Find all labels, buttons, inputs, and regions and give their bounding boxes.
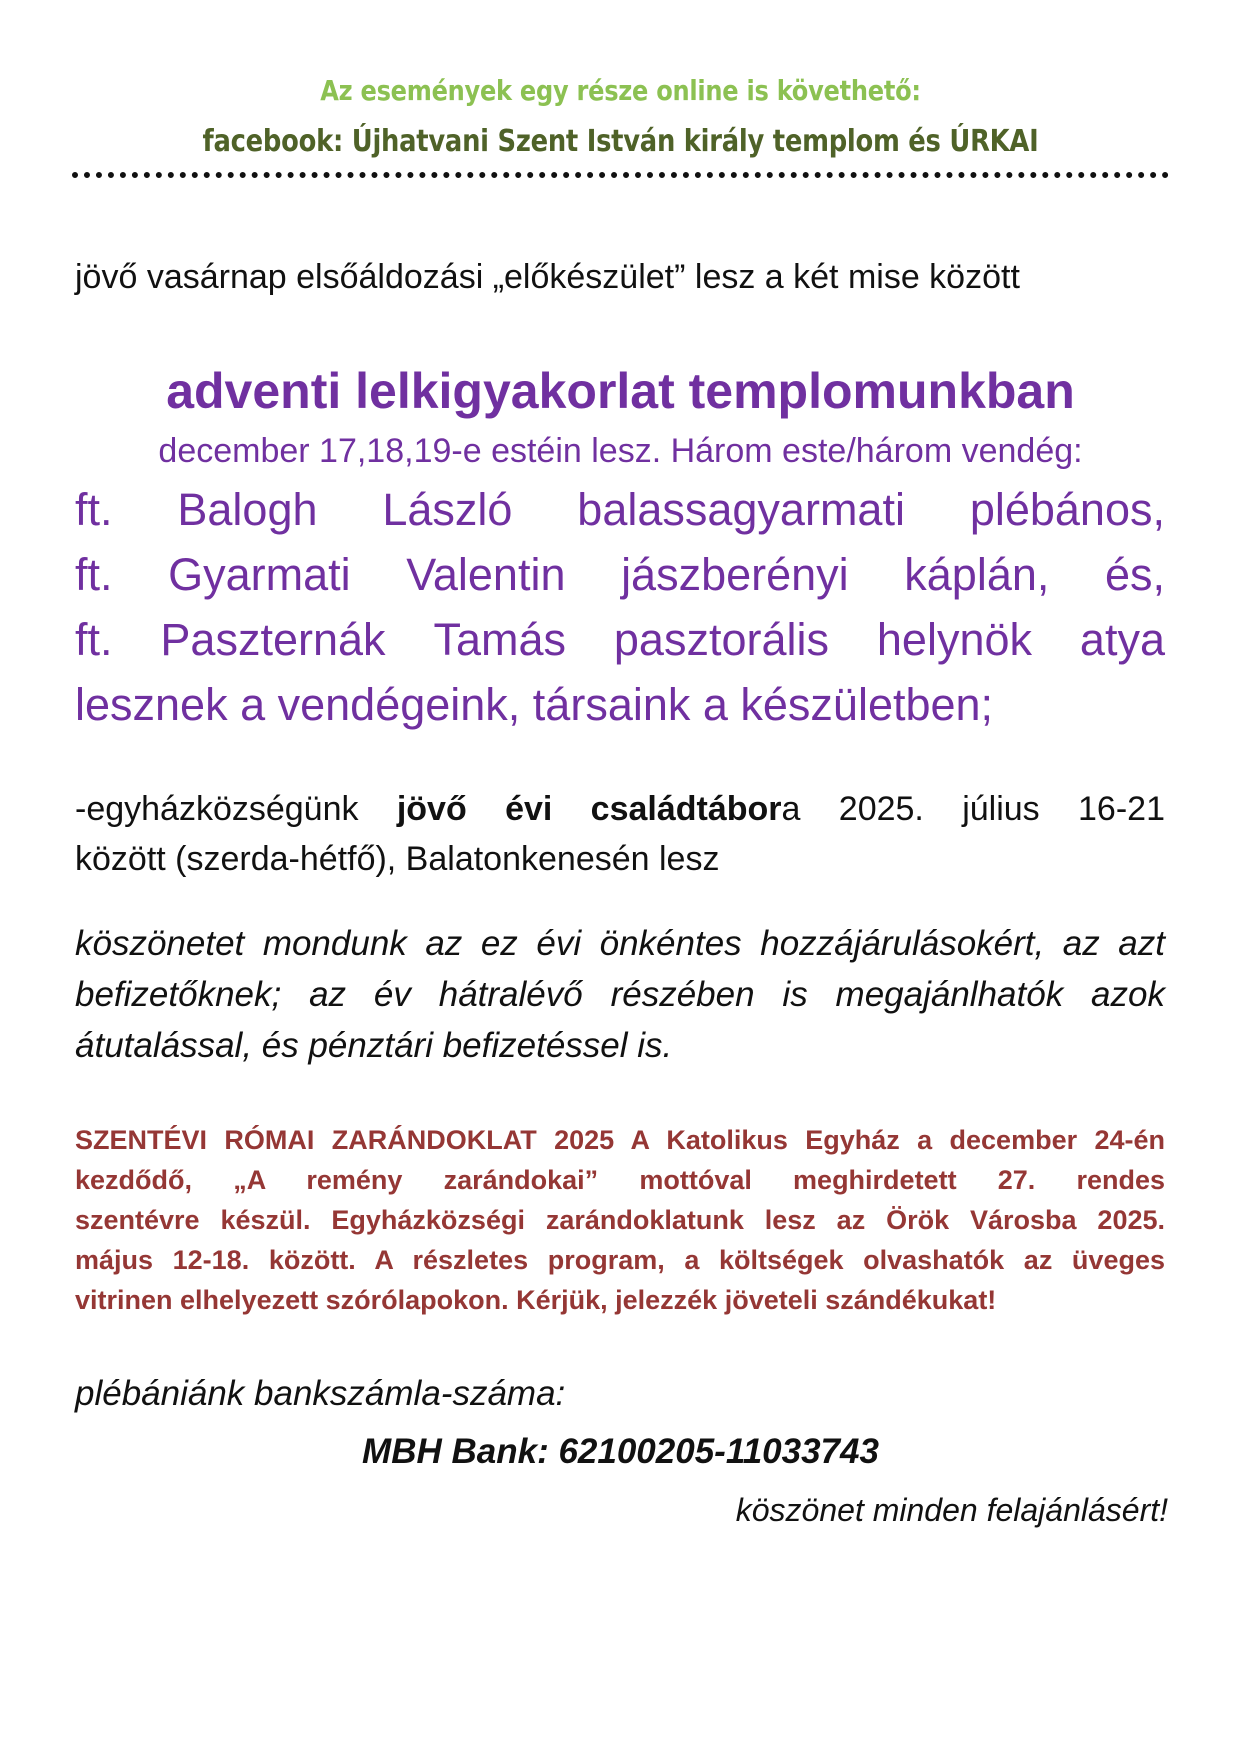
family-camp-line-2: között (szerda-hétfő), Balatonkenesén lesz <box>75 840 720 878</box>
guest-word: ft. <box>75 484 113 535</box>
family-camp-suffix: a <box>781 790 801 828</box>
thanks-line-2: befizetőknek; az év hátralévő részében is megajánlhatók azok <box>75 975 1165 1014</box>
guest-line-1 <box>75 484 1165 536</box>
family-camp-line-1 <box>75 784 1165 834</box>
family-camp-prefix: -egyházközségünk <box>75 790 359 828</box>
guest-word: atya <box>1079 614 1165 665</box>
family-camp-bold-word: jövő <box>396 790 467 828</box>
family-camp-word <box>591 790 801 828</box>
guest-word: és, <box>1104 549 1165 600</box>
advent-retreat-title: adventi lelkigyakorlat templomunkban <box>166 363 1075 419</box>
thanks-line-1: köszönetet mondunk az ez évi önkéntes hozzájárulásokért, az azt <box>75 924 1165 963</box>
offering-thanks: köszönet minden felajánlásért! <box>735 1492 1168 1528</box>
guest-word: Valentin <box>406 549 566 600</box>
donation-thanks-paragraph <box>75 918 1165 1071</box>
guest-line-2 <box>75 549 1165 601</box>
guest-line-3 <box>75 614 1165 666</box>
guest-word: László <box>382 484 513 535</box>
advent-retreat-subtitle: december 17,18,19-e estéin lesz. Három este/három vendég: <box>158 432 1083 470</box>
dotted-divider <box>72 172 1169 178</box>
guest-word: pasztorális <box>613 614 829 665</box>
online-notice: Az események egy része online is követhető: <box>320 74 921 107</box>
family-camp-notice <box>75 784 1165 884</box>
pilgrimage-line-1: SZENTÉVI RÓMAI ZARÁNDOKLAT 2025 A Katolikus Egyház a december 24-én <box>75 1125 1165 1155</box>
pilgrimage-paragraph <box>75 1120 1165 1320</box>
guest-word: ft. <box>75 549 113 600</box>
thanks-line-3: átutalással, és pénztári befizetéssel is. <box>75 1026 673 1065</box>
pilgrimage-line-2: kezdődő, „A remény zarándokai” mottóval meghirdetett 27. rendes <box>75 1165 1165 1195</box>
guest-word: káplán, <box>904 549 1050 600</box>
pilgrimage-line-3: szentévre készül. Egyházközségi zarándoklatunk lesz az Örök Városba 2025. <box>75 1205 1165 1235</box>
guest-word: Tamás <box>433 614 566 665</box>
pilgrimage-line-5: vitrinen elhelyezett szórólapokon. Kérjük, jelezzék jöveteli szándékukat! <box>75 1285 997 1315</box>
guest-word: Balogh <box>177 484 318 535</box>
family-camp-year: 2025. <box>838 790 924 828</box>
guest-word: plébános, <box>969 484 1165 535</box>
bank-account-number: MBH Bank: 62100205-11033743 <box>362 1432 879 1471</box>
guest-word: ft. <box>75 614 113 665</box>
guest-word: Gyarmati <box>168 549 351 600</box>
family-camp-bold-word: évi <box>505 790 553 828</box>
pilgrimage-line-4: május 12-18. között. A részletes program, a költségek olvashatók az üveges <box>75 1245 1165 1275</box>
guest-word: Paszternák <box>160 614 386 665</box>
guest-word: balassagyarmati <box>577 484 905 535</box>
family-camp-bold-word: családtábor <box>590 790 782 828</box>
bank-account-label: plébániánk bankszámla-száma: <box>75 1374 566 1413</box>
family-camp-range: 16-21 <box>1078 790 1165 828</box>
guest-word: helynök <box>876 614 1033 665</box>
facebook-page-link: facebook: Újhatvani Szent István király templom és ÚRKAI <box>202 124 1039 159</box>
guest-word: jászberényi <box>621 549 849 600</box>
guest-line-4: lesznek a vendégeink, társaink a készületben; <box>75 679 994 730</box>
family-camp-month: július <box>962 790 1040 828</box>
first-communion-notice: jövő vasárnap elsőáldozási „előkészület” lesz a két mise között <box>75 258 1020 296</box>
